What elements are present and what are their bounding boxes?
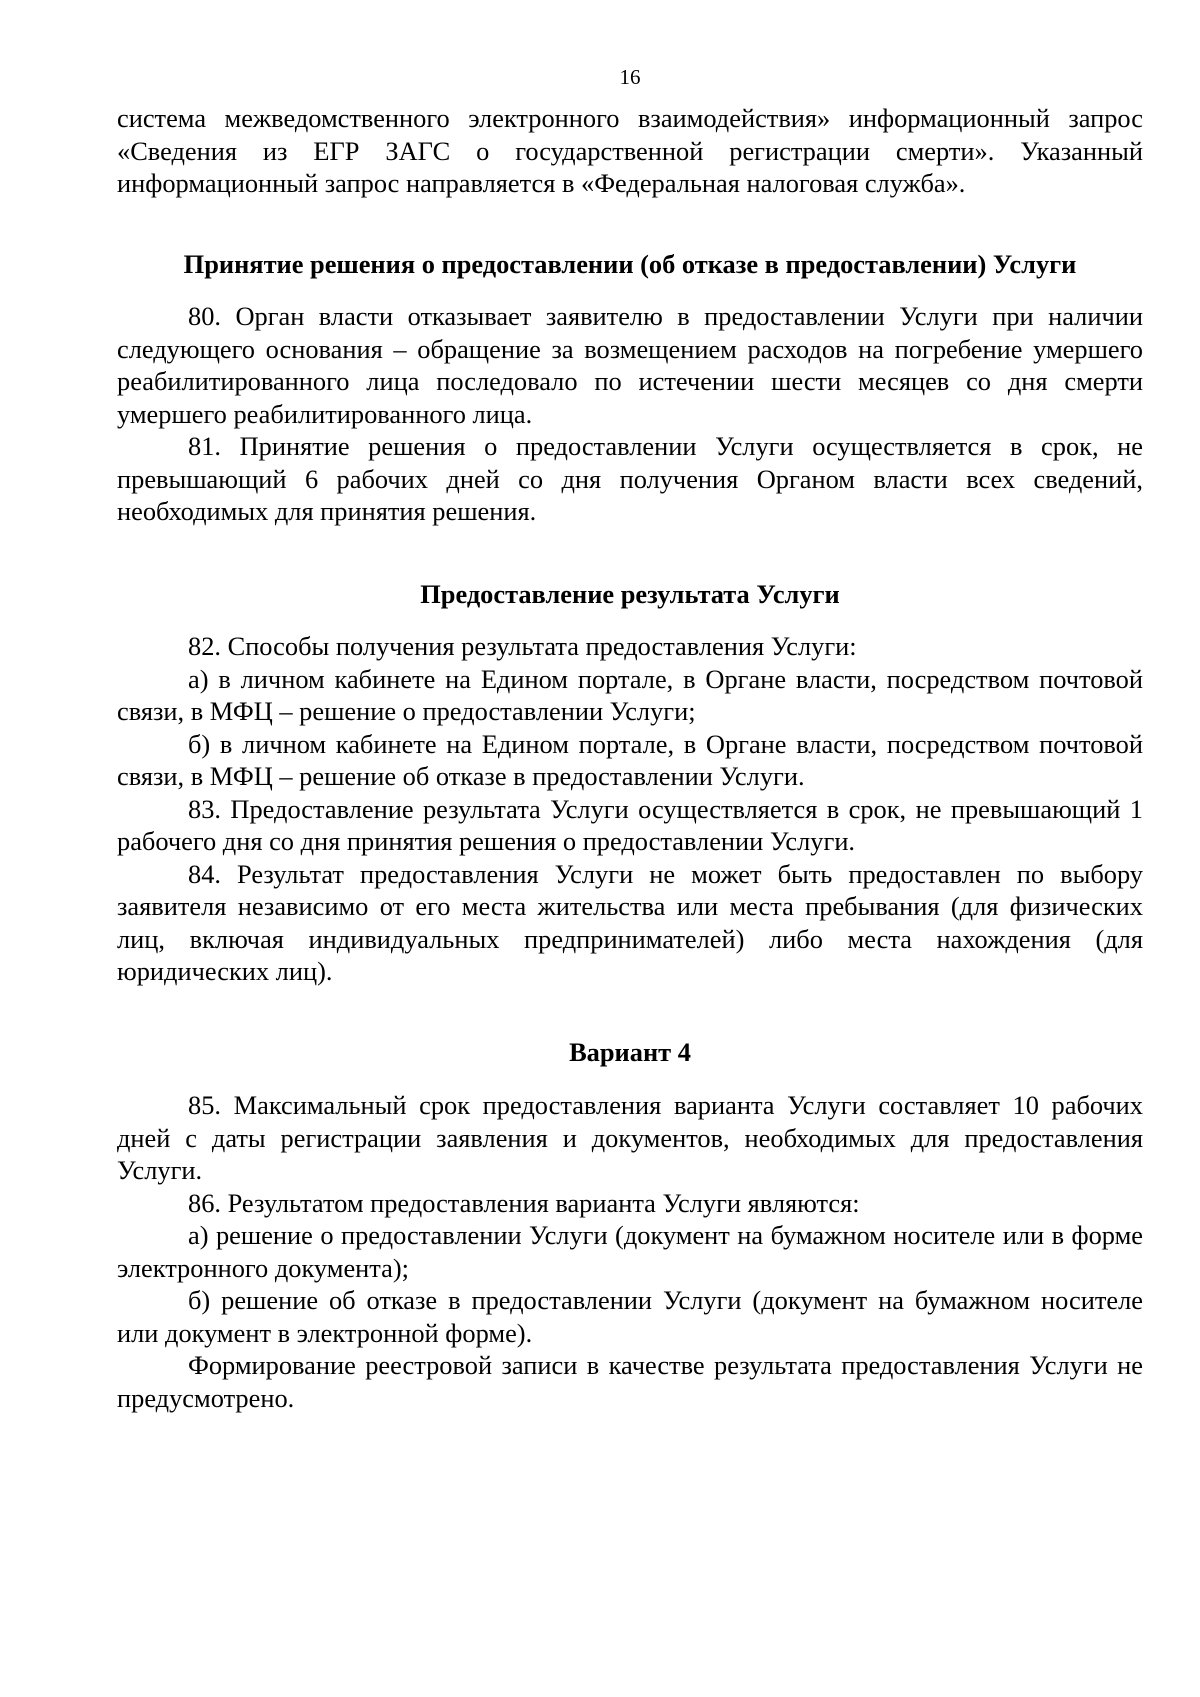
paragraph-86-b: б) решение об отказе в предоставлении Услуги (документ на бумажном носителе или документ в электронной форме). xyxy=(117,1285,1143,1348)
page-number: 16 xyxy=(619,65,641,89)
paragraph-86-a: а) решение о предоставлении Услуги (документ на бумажном носителе или в форме электронного документа); xyxy=(117,1220,1143,1283)
document-page xyxy=(117,64,1143,1414)
paragraph-82-a: а) в личном кабинете на Едином портале, в Органе власти, посредством почтовой связи, в МФЦ – решение о предоставлении Услуги; xyxy=(117,663,1143,726)
paragraph-registry-note: Формирование реестровой записи в качестве результата предоставления Услуги не предусмотрено. xyxy=(117,1350,1143,1413)
section-heading-decision: Принятие решения о предоставлении (об отказе в предоставлении) Услуги xyxy=(183,248,1077,279)
section-heading-variant-4: Вариант 4 xyxy=(569,1036,691,1067)
section-heading-result: Предоставление результата Услуги xyxy=(420,578,840,609)
paragraph-82: 82. Способы получения результата предоставления Услуги: xyxy=(188,631,857,661)
paragraph-80: 80. Орган власти отказывает заявителю в предоставлении Услуги при наличии следующего основания – обращение за возмещением расходов на погребение умершего реабилитированного лица последовало по истечении шести месяцев со дня смерти умершего реабилитированного лица. xyxy=(117,301,1143,429)
paragraph-84: 84. Результат предоставления Услуги не может быть предоставлен по выбору заявителя независимо от его места жительства или места пребывания (для физических лиц, включая индивидуальных предпринимателей) либо места нахождения (для юридических лиц). xyxy=(117,858,1143,986)
intro-paragraph: система межведомственного электронного взаимодействия» информационный запрос «Сведения из ЕГР ЗАГС о государственной регистрации смерти». Указанный информационный запрос направляется в «Федеральная налоговая служба». xyxy=(117,103,1143,198)
paragraph-83: 83. Предоставление результата Услуги осуществляется в срок, не превышающий 1 рабочего дня со дня принятия решения о предоставлении Услуги. xyxy=(117,793,1143,856)
paragraph-85: 85. Максимальный срок предоставления варианта Услуги составляет 10 рабочих дней с даты регистрации заявления и документов, необходимых для предоставления Услуги. xyxy=(117,1090,1143,1185)
paragraph-81: 81. Принятие решения о предоставлении Услуги осуществляется в срок, не превышающий 6 рабочих дней со дня получения Органом власти всех сведений, необходимых для принятия решения. xyxy=(117,431,1143,526)
paragraph-86: 86. Результатом предоставления варианта Услуги являются: xyxy=(188,1187,860,1218)
paragraph-82-b: б) в личном кабинете на Едином портале, в Органе власти, посредством почтовой связи, в МФЦ – решение об отказе в предоставлении Услуги. xyxy=(117,728,1143,791)
